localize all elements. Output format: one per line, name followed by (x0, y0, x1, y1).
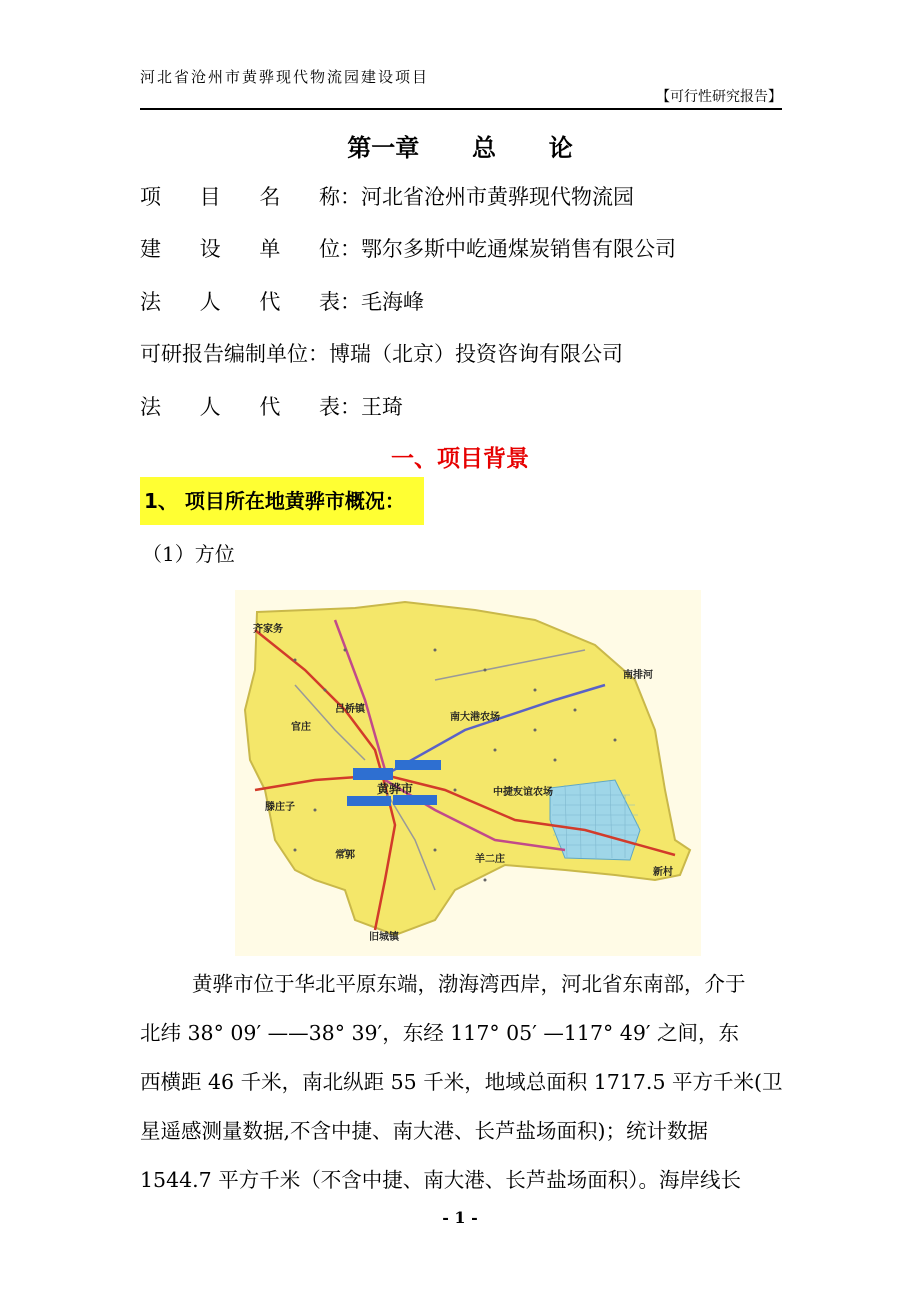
chapter-number: 第一章 (347, 134, 420, 162)
chapter-word-2: 论 (548, 134, 573, 162)
info-row-report-unit: 可研报告编制单位：博瑞（北京）投资咨询有限公司 (140, 338, 623, 370)
info-label: 法 人 代 表 (140, 395, 340, 419)
paragraph-line: 西横距 46 千米，南北纵距 55 千米，地域总面积 1717.5 平方千米(卫 (140, 1070, 783, 1094)
map-graphic (235, 590, 701, 956)
gov-badge (393, 795, 437, 805)
info-value-legal-rep-2: 王琦 (361, 395, 403, 419)
paragraph-line: 星遥感测量数据,不含中捷、南大港、长芦盐场面积)；统计数据 (140, 1119, 709, 1143)
chapter-word-1: 总 (472, 134, 496, 162)
info-value-report-unit: 博瑞（北京）投资咨询有限公司 (329, 342, 623, 366)
section-title: 一、项目背景 (391, 446, 529, 472)
map-label-xincun: 新村 (653, 867, 673, 878)
page-number: - 1 - (442, 1208, 478, 1227)
info-value-builder: 鄂尔多斯中屹通煤炭销售有限公司 (361, 237, 676, 261)
gov-badge (395, 760, 441, 770)
info-value-project-name: 河北省沧州市黄骅现代物流园 (361, 185, 634, 209)
gov-badge (353, 768, 393, 780)
body-paragraph (140, 960, 783, 1205)
paragraph-line: 北纬 38° 09′ ——38° 39′，东经 117° 05′ —117° 49′ 之间，东 (140, 1021, 740, 1045)
info-label: 法 人 代 表 (140, 290, 340, 314)
map-label-nanpaihe: 南排河 (623, 670, 653, 681)
page-header-report-type: 【可行性研究报告】 (656, 89, 782, 105)
map-label-zhongjie: 中捷友谊农场 (493, 787, 553, 798)
map-label-tengzhuangzi: 滕庄子 (265, 802, 295, 813)
map-label-yangerzhuang: 羊二庄 (475, 854, 505, 865)
info-value-legal-rep-1: 毛海峰 (361, 290, 424, 314)
info-label: 建 设 单 位 (140, 237, 340, 261)
gov-badge (347, 796, 391, 806)
chapter-title (0, 128, 920, 163)
map-label-jiucheng: 旧城镇 (369, 932, 399, 943)
header-rule (140, 108, 782, 110)
map-label-guanzhuang: 官庄 (291, 722, 311, 733)
location-map (235, 590, 701, 956)
paragraph-line: 黄骅市位于华北平原东端，渤海湾西岸，河北省东南部，介于 (192, 972, 746, 996)
info-row-legal-rep-2: 法 人 代 表 ：王琦 (140, 391, 403, 423)
map-label-huanghua: 黄骅市 (377, 782, 414, 796)
info-row-builder: 建 设 单 位 ：鄂尔多斯中屹通煤炭销售有限公司 (140, 233, 676, 265)
info-row-project-name: 项 目 名 称 ：河北省沧州市黄骅现代物流园 (140, 181, 634, 213)
info-label: 可研报告编制单位 (140, 342, 308, 366)
sub-item-location: （1）方位 (142, 542, 235, 566)
info-label: 项 目 名 称 (140, 185, 340, 209)
paragraph-line: 1544.7 平方千米（不含中捷、南大港、长芦盐场面积）。海岸线长 (140, 1168, 741, 1192)
info-row-legal-rep-1: 法 人 代 表 ：毛海峰 (140, 286, 424, 318)
map-label-nandagang: 南大港农场 (450, 712, 500, 723)
map-label-lvqiao: 吕桥镇 (335, 704, 365, 715)
page-header-project: 河北省沧州市黄骅现代物流园建设项目 (140, 68, 430, 86)
map-region (245, 602, 690, 935)
map-label-changguo: 常郭 (335, 850, 355, 861)
subsection-title: 1、 项目所在地黄骅市概况： (140, 477, 424, 525)
map-label-qijiawu: 齐家务 (253, 624, 283, 635)
